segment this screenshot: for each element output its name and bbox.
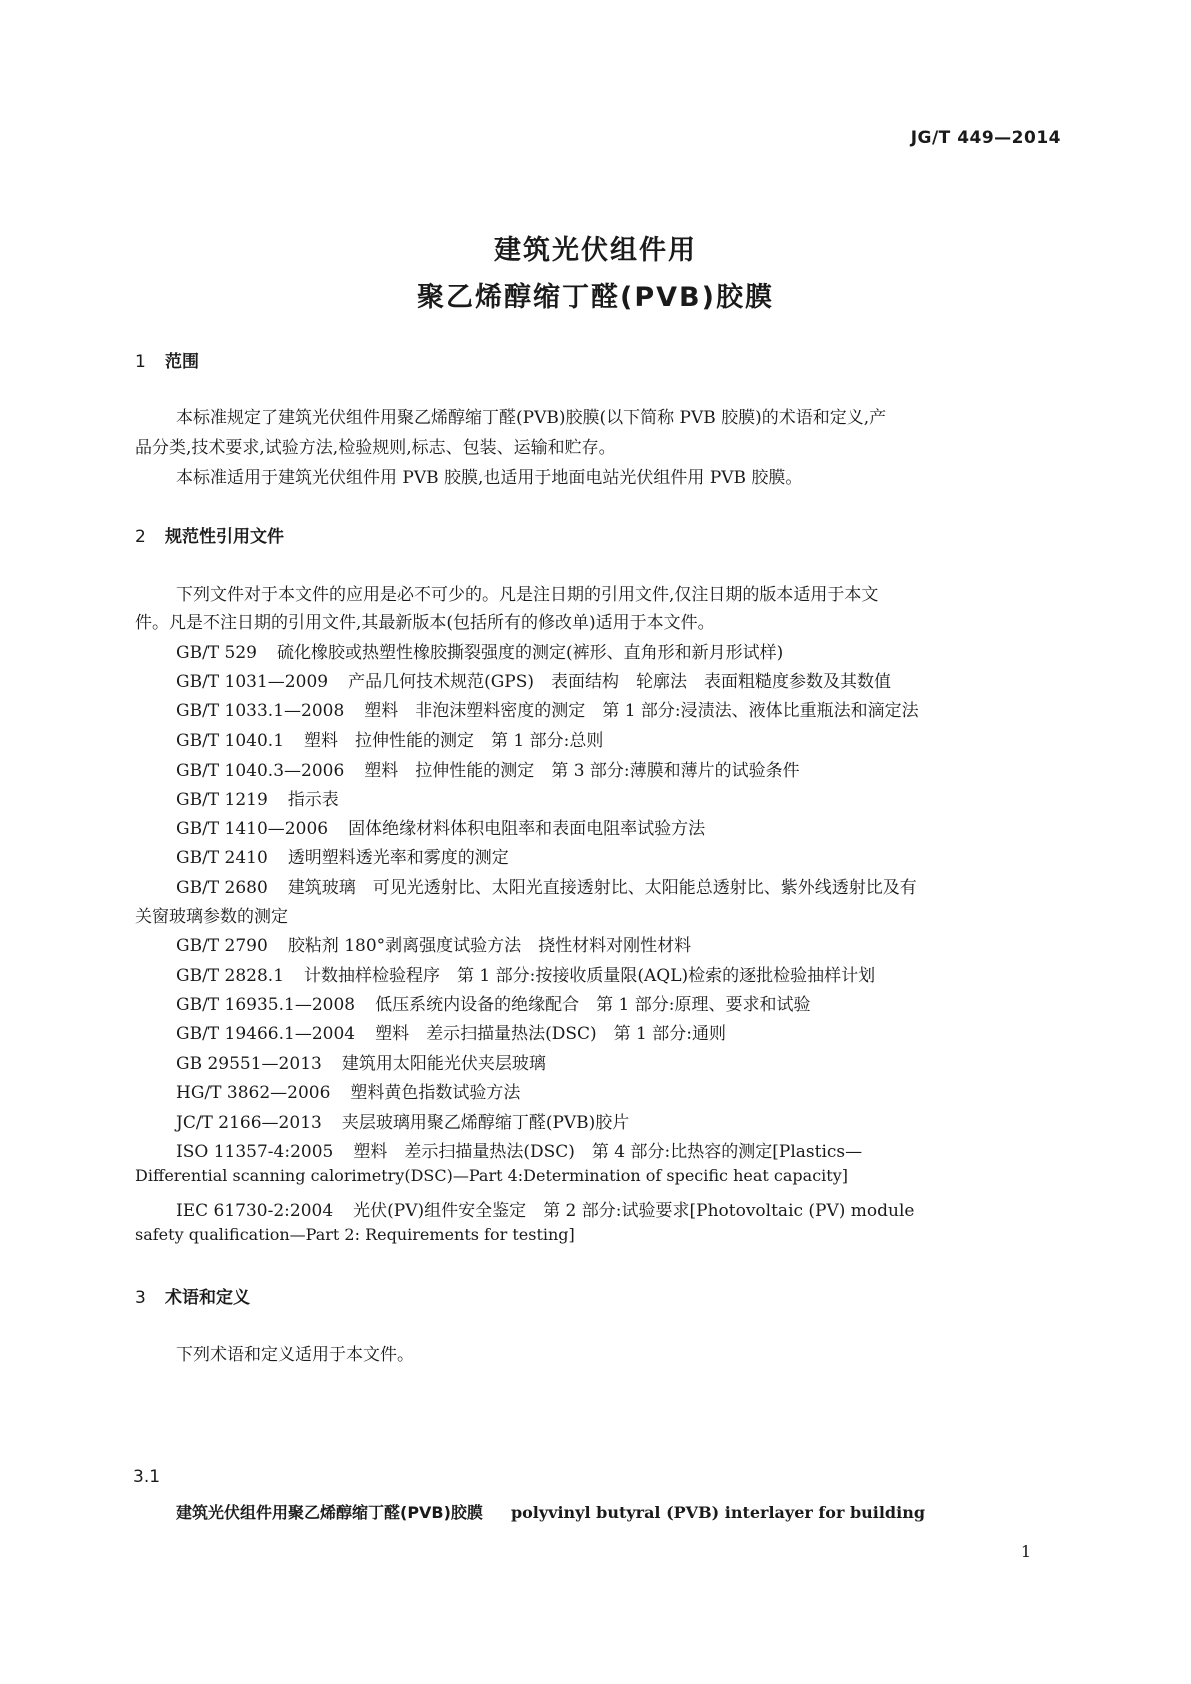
reference-title: 夹层玻璃用聚乙烯醇缩丁醛(PVB)胶片 [341, 1113, 630, 1133]
reference-title: 光伏(PV)组件安全鉴定 第 2 部分:试验要求[Photovoltaic (PV) module [353, 1201, 915, 1221]
reference-title: 透明塑料透光率和雾度的测定 [287, 848, 509, 868]
reference-code: GB/T 2680 [176, 878, 268, 898]
reference-entry [176, 638, 783, 663]
paragraph-line: 下列术语和定义适用于本文件。 [176, 1345, 414, 1365]
reference-entry [176, 1108, 629, 1133]
standard-code: JG/T 449—2014 [910, 128, 1061, 148]
paragraph-line: 本标准适用于建筑光伏组件用 PVB 胶膜,也适用于地面电站光伏组件用 PVB 胶膜。 [176, 468, 803, 488]
reference-entry [176, 1196, 915, 1221]
reference-title: 塑料 拉伸性能的测定 第 1 部分:总则 [304, 731, 604, 751]
reference-code: GB/T 1040.3—2006 [176, 761, 345, 781]
reference-code: IEC 61730-2:2004 [176, 1201, 334, 1221]
paragraph-line: 品分类,技术要求,试验方法,检验规则,标志、包装、运输和贮存。 [135, 438, 616, 458]
reference-code: GB/T 1219 [176, 790, 268, 810]
reference-entry [176, 667, 891, 692]
reference-entry [176, 961, 875, 986]
reference-entry [176, 814, 705, 839]
reference-code: HG/T 3862—2006 [176, 1083, 331, 1103]
section-2-heading [135, 522, 284, 547]
reference-entry [176, 726, 603, 751]
reference-code: GB/T 16935.1—2008 [176, 995, 356, 1015]
reference-title: 产品几何技术规范(GPS) 表面结构 轮廓法 表面粗糙度参数及其数值 [348, 672, 892, 692]
reference-entry [176, 1137, 862, 1162]
reference-entry [176, 1078, 520, 1103]
reference-continuation: 关窗玻璃参数的测定 [135, 907, 288, 927]
reference-title: 低压系统内设备的绝缘配合 第 1 部分:原理、要求和试验 [375, 995, 811, 1015]
section-number: 2 [135, 527, 146, 547]
section-1-heading [135, 347, 199, 372]
reference-title: 建筑玻璃 可见光透射比、太阳光直接透射比、太阳能总透射比、紫外线透射比及有 [287, 878, 917, 898]
reference-code: GB/T 1033.1—2008 [176, 701, 345, 721]
reference-title: 固体绝缘材料体积电阻率和表面电阻率试验方法 [348, 819, 706, 839]
reference-entry [176, 696, 919, 721]
term-entry [176, 1500, 925, 1523]
reference-code: GB/T 2790 [176, 936, 268, 956]
reference-entry [176, 990, 810, 1015]
reference-code: ISO 11357-4:2005 [176, 1142, 334, 1162]
reference-code: JC/T 2166—2013 [176, 1113, 322, 1133]
reference-title: 塑料黄色指数试验方法 [350, 1083, 521, 1103]
section-number: 1 [135, 352, 146, 372]
reference-title: 塑料 差示扫描量热法(DSC) 第 4 部分:比热容的测定[Plastics— [353, 1142, 863, 1162]
reference-title: 建筑用太阳能光伏夹层玻璃 [341, 1054, 546, 1074]
reference-code: GB 29551—2013 [176, 1054, 322, 1074]
section-title: 范围 [165, 352, 199, 372]
reference-code: GB/T 19466.1—2004 [176, 1024, 356, 1044]
reference-entry [176, 756, 800, 781]
reference-code: GB/T 1040.1 [176, 731, 285, 751]
reference-continuation: Differential scanning calorimetry(DSC)—Part 4:Determination of specific heat capacity] [135, 1166, 848, 1185]
reference-continuation: safety qualification—Part 2: Requirements for testing] [135, 1225, 575, 1244]
section-3-heading [135, 1283, 250, 1308]
document-title-line1: 建筑光伏组件用 [494, 235, 697, 266]
reference-code: GB/T 1031—2009 [176, 672, 329, 692]
clause-number: 3.1 [133, 1467, 161, 1487]
reference-title: 硫化橡胶或热塑性橡胶撕裂强度的测定(裤形、直角形和新月形试样) [277, 643, 784, 663]
reference-code: GB/T 2828.1 [176, 966, 285, 986]
term-english: polyvinyl butyral (PVB) interlayer for building [510, 1503, 926, 1522]
reference-code: GB/T 1410—2006 [176, 819, 329, 839]
section-title: 术语和定义 [165, 1288, 250, 1308]
reference-code: GB/T 2410 [176, 848, 268, 868]
paragraph-line: 件。凡是不注日期的引用文件,其最新版本(包括所有的修改单)适用于本文件。 [135, 613, 715, 633]
document-title-line2: 聚乙烯醇缩丁醛(PVB)胶膜 [417, 282, 774, 313]
reference-entry [176, 873, 917, 898]
section-number: 3 [135, 1288, 146, 1308]
section-title: 规范性引用文件 [165, 527, 284, 547]
reference-title: 塑料 差示扫描量热法(DSC) 第 1 部分:通则 [375, 1024, 727, 1044]
reference-entry [176, 1049, 546, 1074]
paragraph-line: 本标准规定了建筑光伏组件用聚乙烯醇缩丁醛(PVB)胶膜(以下简称 PVB 胶膜)的术语和定义,产 [176, 408, 887, 428]
paragraph-line: 下列文件对于本文件的应用是必不可少的。凡是注日期的引用文件,仅注日期的版本适用于本文 [176, 585, 879, 605]
reference-title: 胶粘剂 180°剥离强度试验方法 挠性材料对刚性材料 [287, 936, 692, 956]
reference-entry [176, 843, 509, 868]
term-chinese: 建筑光伏组件用聚乙烯醇缩丁醛(PVB)胶膜 [176, 1503, 483, 1522]
reference-title: 塑料 非泡沫塑料密度的测定 第 1 部分:浸渍法、液体比重瓶法和滴定法 [364, 701, 919, 721]
page-number: 1 [1020, 1542, 1031, 1561]
reference-entry [176, 1019, 726, 1044]
reference-title: 计数抽样检验程序 第 1 部分:按接收质量限(AQL)检索的逐批检验抽样计划 [304, 966, 876, 986]
reference-title: 指示表 [287, 790, 339, 810]
reference-title: 塑料 拉伸性能的测定 第 3 部分:薄膜和薄片的试验条件 [364, 761, 800, 781]
reference-code: GB/T 529 [176, 643, 257, 663]
reference-entry [176, 931, 691, 956]
reference-entry [176, 785, 339, 810]
